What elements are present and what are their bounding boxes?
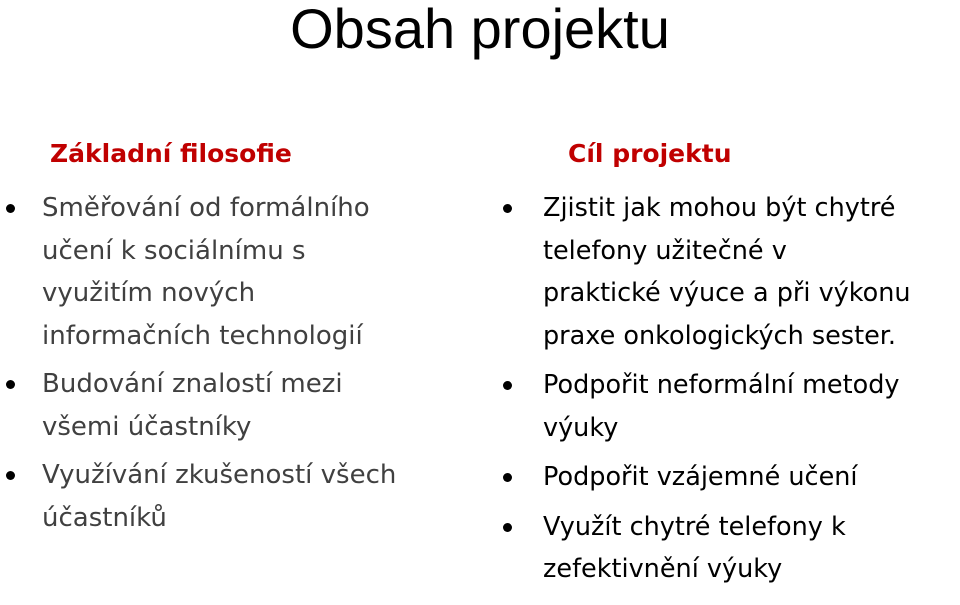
list-item: [502, 506, 960, 591]
bullet-dot-icon: [503, 473, 512, 482]
left-bullet-list: [4, 187, 466, 539]
list-item-text: Budování znalostí mezi všemi účastníky: [42, 369, 343, 442]
list-item-text: Využívání zkušeností všech účastníků: [42, 460, 397, 533]
right-column: [502, 137, 960, 598]
list-item: [502, 187, 960, 357]
list-item: [4, 363, 466, 448]
list-item-text: Podpořit neformální metody výuky: [543, 370, 900, 443]
list-item: [502, 364, 960, 449]
bullet-dot-icon: [503, 381, 512, 390]
list-item: [4, 187, 466, 357]
list-item-text: Využít chytré telefony k zefektivnění výuky: [543, 511, 846, 584]
list-item-text: Směřování od formálního učení k sociálnímu s využitím nových informačních technologií: [42, 193, 370, 351]
slide-title: Obsah projektu: [290, 0, 670, 60]
right-column-heading: Cíl projektu: [568, 139, 732, 168]
bullet-dot-icon: [503, 204, 512, 213]
list-item-text: Podpořit vzájemné učení: [543, 462, 858, 492]
list-item: [4, 454, 466, 539]
list-item: [502, 456, 960, 499]
left-column: [4, 137, 466, 545]
bullet-dot-icon: [6, 204, 15, 213]
bullet-dot-icon: [6, 380, 15, 389]
bullet-dot-icon: [503, 523, 512, 532]
right-bullet-list: [502, 187, 960, 591]
bullet-dot-icon: [6, 471, 15, 480]
left-column-heading: Základní filosofie: [50, 139, 292, 168]
list-item-text: Zjistit jak mohou být chytré telefony užitečné v praktické výuce a při výkonu praxe onkologických sester.: [543, 193, 911, 351]
